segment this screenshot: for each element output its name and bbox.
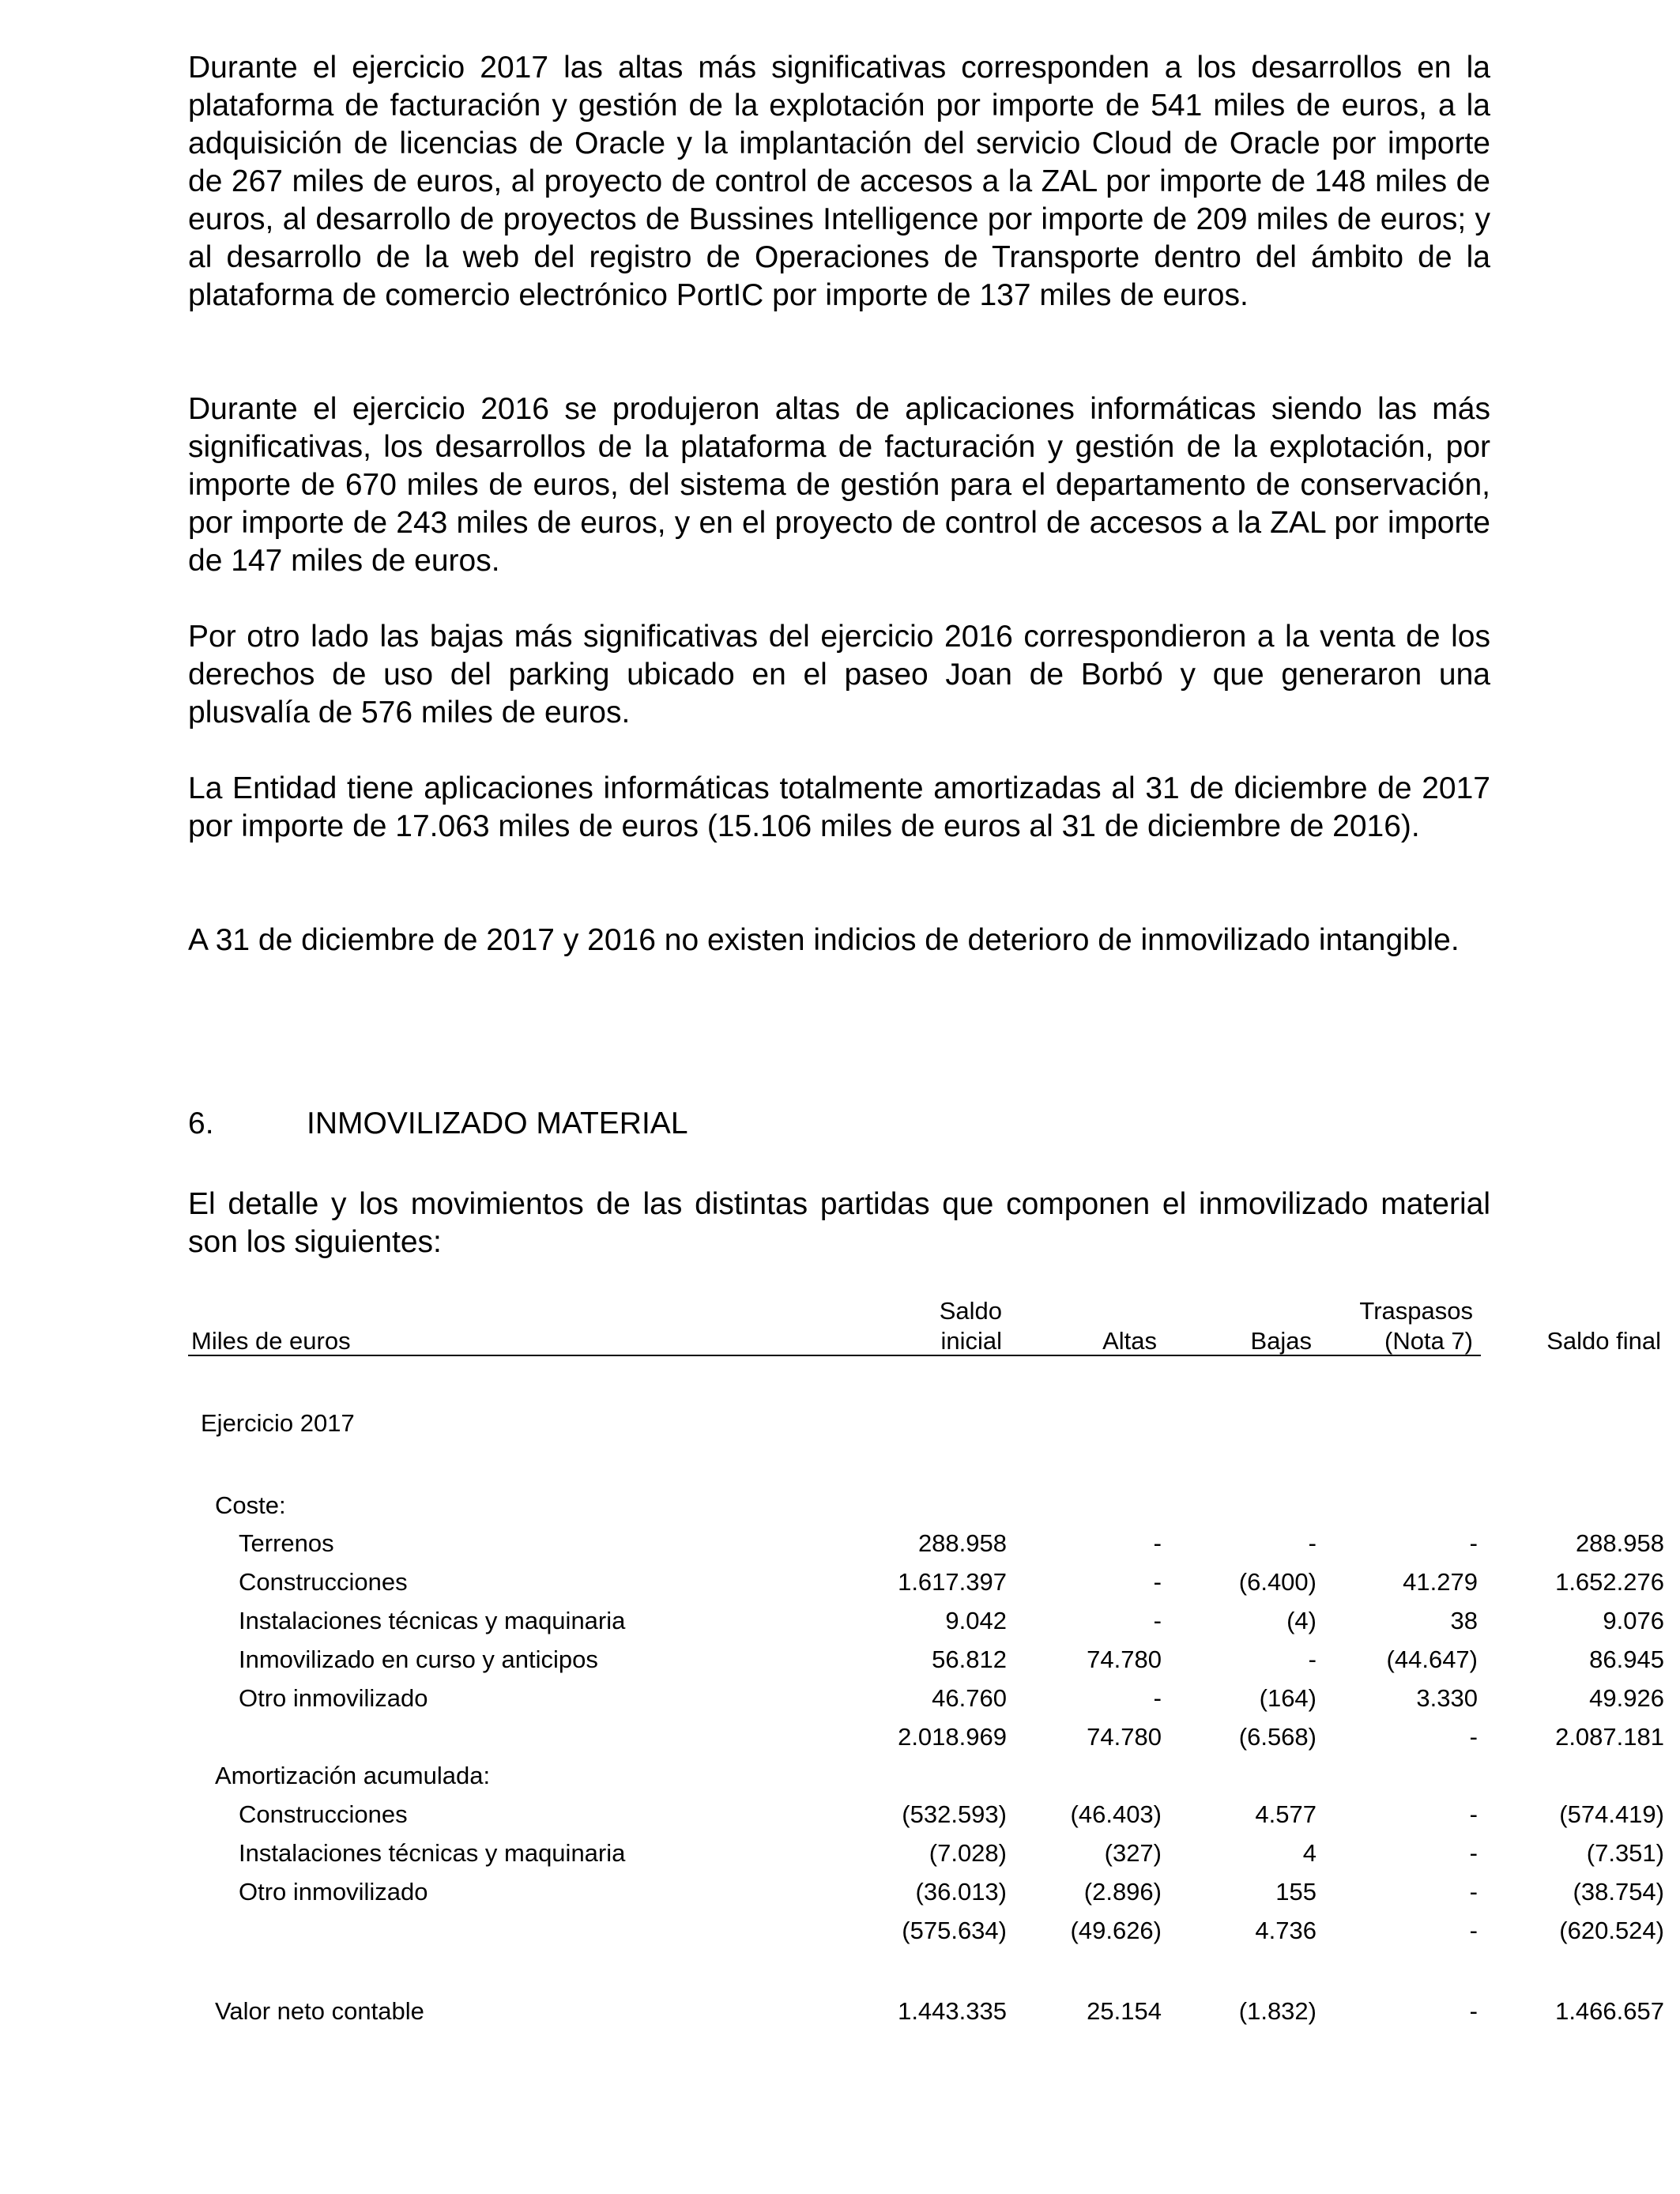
cell-final: (620.524) <box>1559 1917 1664 1944</box>
cell-final: 288.958 <box>1575 1529 1664 1557</box>
header-rule <box>188 1355 1481 1356</box>
table-row <box>188 1683 1664 1715</box>
cell-saldo: (532.593) <box>902 1800 1007 1828</box>
cell-final: 1.652.276 <box>1555 1568 1664 1596</box>
row-label: Instalaciones técnicas y maquinaria <box>239 1607 626 1634</box>
section-number: 6. <box>188 1106 214 1140</box>
table-row <box>188 1567 1664 1599</box>
cell-altas: - <box>1153 1529 1162 1557</box>
cell-altas: (46.403) <box>1070 1800 1162 1828</box>
cell-saldo: 56.812 <box>932 1646 1007 1673</box>
cell-saldo: 46.760 <box>932 1684 1007 1712</box>
cell-bajas: 4 <box>1302 1839 1317 1867</box>
cell-bajas: (164) <box>1259 1684 1317 1712</box>
paragraph-bajas-2016: Por otro lado las bajas más significativas del ejercicio 2016 correspondieron a la venta de los derechos de uso del parking ubicado en el paseo Joan de Borbó y que generaron una plusvalía de 576 miles de euros. <box>188 620 1490 729</box>
cell-bajas: (6.568) <box>1238 1723 1317 1751</box>
cell-final: 86.945 <box>1589 1646 1664 1673</box>
header-saldo-bottom: inicial <box>940 1327 1002 1355</box>
section-title: INMOVILIZADO MATERIAL <box>307 1106 688 1140</box>
cell-final: 49.926 <box>1589 1684 1664 1712</box>
header-traspasos-top: Traspasos <box>1359 1297 1473 1325</box>
cell-saldo: 9.042 <box>945 1607 1007 1634</box>
cell-traspasos: - <box>1469 1917 1478 1944</box>
cell-bajas: 4.736 <box>1255 1917 1317 1944</box>
header-saldo-final: Saldo final <box>1546 1327 1661 1355</box>
header-saldo-top: Saldo <box>939 1297 1002 1325</box>
cell-altas: - <box>1153 1684 1162 1712</box>
row-label: Otro inmovilizado <box>239 1878 428 1906</box>
cell-traspasos: (44.647) <box>1386 1646 1478 1673</box>
cell-traspasos: - <box>1469 1800 1478 1828</box>
cell-altas: (327) <box>1104 1839 1162 1867</box>
coste-label: Coste: <box>215 1491 286 1519</box>
cell-traspasos: 3.330 <box>1416 1684 1478 1712</box>
section-intro: El detalle y los movimientos de las distintas partidas que componen el inmovilizado material son los siguientes: <box>188 1187 1490 1259</box>
cell-altas: (49.626) <box>1070 1917 1162 1944</box>
cell-traspasos: - <box>1469 1529 1478 1557</box>
cell-final: (574.419) <box>1559 1800 1664 1828</box>
table-row <box>188 1645 1664 1676</box>
cell-traspasos: - <box>1469 1997 1478 2025</box>
row-label: Terrenos <box>239 1529 334 1557</box>
cell-final: (7.351) <box>1586 1839 1664 1867</box>
amort-label: Amortización acumulada: <box>215 1762 491 1789</box>
amort-total-row <box>188 1916 1664 1947</box>
table-row <box>188 1800 1664 1831</box>
cell-altas: 25.154 <box>1087 1997 1162 2025</box>
coste-label-row <box>188 1491 1481 1522</box>
cell-bajas: (6.400) <box>1238 1568 1317 1596</box>
row-label: Construcciones <box>239 1568 408 1596</box>
exercise-label: Ejercicio 2017 <box>201 1409 355 1437</box>
cell-saldo: 2.018.969 <box>898 1723 1007 1751</box>
cell-final: (38.754) <box>1573 1878 1664 1906</box>
cell-altas: - <box>1153 1568 1162 1596</box>
cell-altas: 74.780 <box>1087 1723 1162 1751</box>
row-label: Construcciones <box>239 1800 408 1828</box>
paragraph-amortizadas: La Entidad tiene aplicaciones informáticas totalmente amortizadas al 31 de diciembre de 2017 por importe de 17.063 miles de euros (15.106 miles de euros al 31 de diciembre de 2016). <box>188 771 1490 843</box>
cell-saldo: (575.634) <box>902 1917 1007 1944</box>
cell-traspasos: 41.279 <box>1403 1568 1478 1596</box>
amort-label-row <box>188 1761 1481 1793</box>
cell-saldo: 1.443.335 <box>898 1997 1007 2025</box>
header-bajas: Bajas <box>1250 1327 1312 1355</box>
cell-final: 9.076 <box>1603 1607 1664 1634</box>
cell-altas: 74.780 <box>1087 1646 1162 1673</box>
header-altas: Altas <box>1102 1327 1157 1355</box>
cell-bajas: (4) <box>1286 1607 1317 1634</box>
paragraph-altas-2017: Durante el ejercicio 2017 las altas más significativas corresponden a los desarrollos en la plataforma de facturación y gestión de la explotación por importe de 541 miles de euros, a la adquisición de licencias de Oracle y la implantación del servicio Cloud de Oracle por importe de 267 miles de euros, al proyecto de control de accesos a la ZAL por importe de 148 miles de euros, al desarrollo de proyectos de Bussines Intelligence por importe de 209 miles de euros; y al desarrollo de la web del registro de Operaciones de Transporte dentro del ámbito de la plataforma de comercio electrónico PortIC por importe de 137 miles de euros. <box>188 51 1490 312</box>
cell-bajas: - <box>1308 1529 1317 1557</box>
cell-bajas: 155 <box>1275 1878 1317 1906</box>
coste-total-row <box>188 1722 1664 1754</box>
cell-saldo: 1.617.397 <box>898 1568 1007 1596</box>
cell-final: 2.087.181 <box>1555 1723 1664 1751</box>
cell-bajas: - <box>1308 1646 1317 1673</box>
cell-saldo: 288.958 <box>917 1529 1007 1557</box>
cell-saldo: (36.013) <box>915 1878 1007 1906</box>
net-value-row <box>188 1996 1664 2028</box>
exercise-row <box>188 1408 1481 1440</box>
row-label: Otro inmovilizado <box>239 1684 428 1712</box>
header-traspasos-bottom: (Nota 7) <box>1384 1327 1473 1355</box>
table-row <box>188 1529 1664 1560</box>
row-label: Instalaciones técnicas y maquinaria <box>239 1839 626 1867</box>
cell-traspasos: - <box>1469 1723 1478 1751</box>
table-row <box>188 1606 1664 1638</box>
cell-traspasos: 38 <box>1450 1607 1478 1634</box>
table-row <box>188 1838 1664 1870</box>
row-label: Valor neto contable <box>215 1997 424 2025</box>
cell-bajas: 4.577 <box>1255 1800 1317 1828</box>
cell-saldo: (7.028) <box>929 1839 1007 1867</box>
movements-table <box>188 1293 1664 2044</box>
paragraph-deterioro: A 31 de diciembre de 2017 y 2016 no existen indicios de deterioro de inmovilizado intangible. <box>188 923 1460 957</box>
row-label: Inmovilizado en curso y anticipos <box>239 1646 598 1673</box>
cell-altas: - <box>1153 1607 1162 1634</box>
cell-altas: (2.896) <box>1083 1878 1162 1906</box>
cell-traspasos: - <box>1469 1839 1478 1867</box>
cell-bajas: (1.832) <box>1238 1997 1317 2025</box>
header-miles-de-euros: Miles de euros <box>191 1327 351 1355</box>
paragraph-altas-2016: Durante el ejercicio 2016 se produjeron altas de aplicaciones informáticas siendo las más significativas, los desarrollos de la plataforma de facturación y gestión de la explotación, por importe de 670 miles de euros, del sistema de gestión para el departamento de conservación, por importe de 243 miles de euros, y en el proyecto de control de accesos a la ZAL por importe de 147 miles de euros. <box>188 392 1490 578</box>
table-row <box>188 1877 1664 1909</box>
cell-traspasos: - <box>1469 1878 1478 1906</box>
cell-final: 1.466.657 <box>1555 1997 1664 2025</box>
